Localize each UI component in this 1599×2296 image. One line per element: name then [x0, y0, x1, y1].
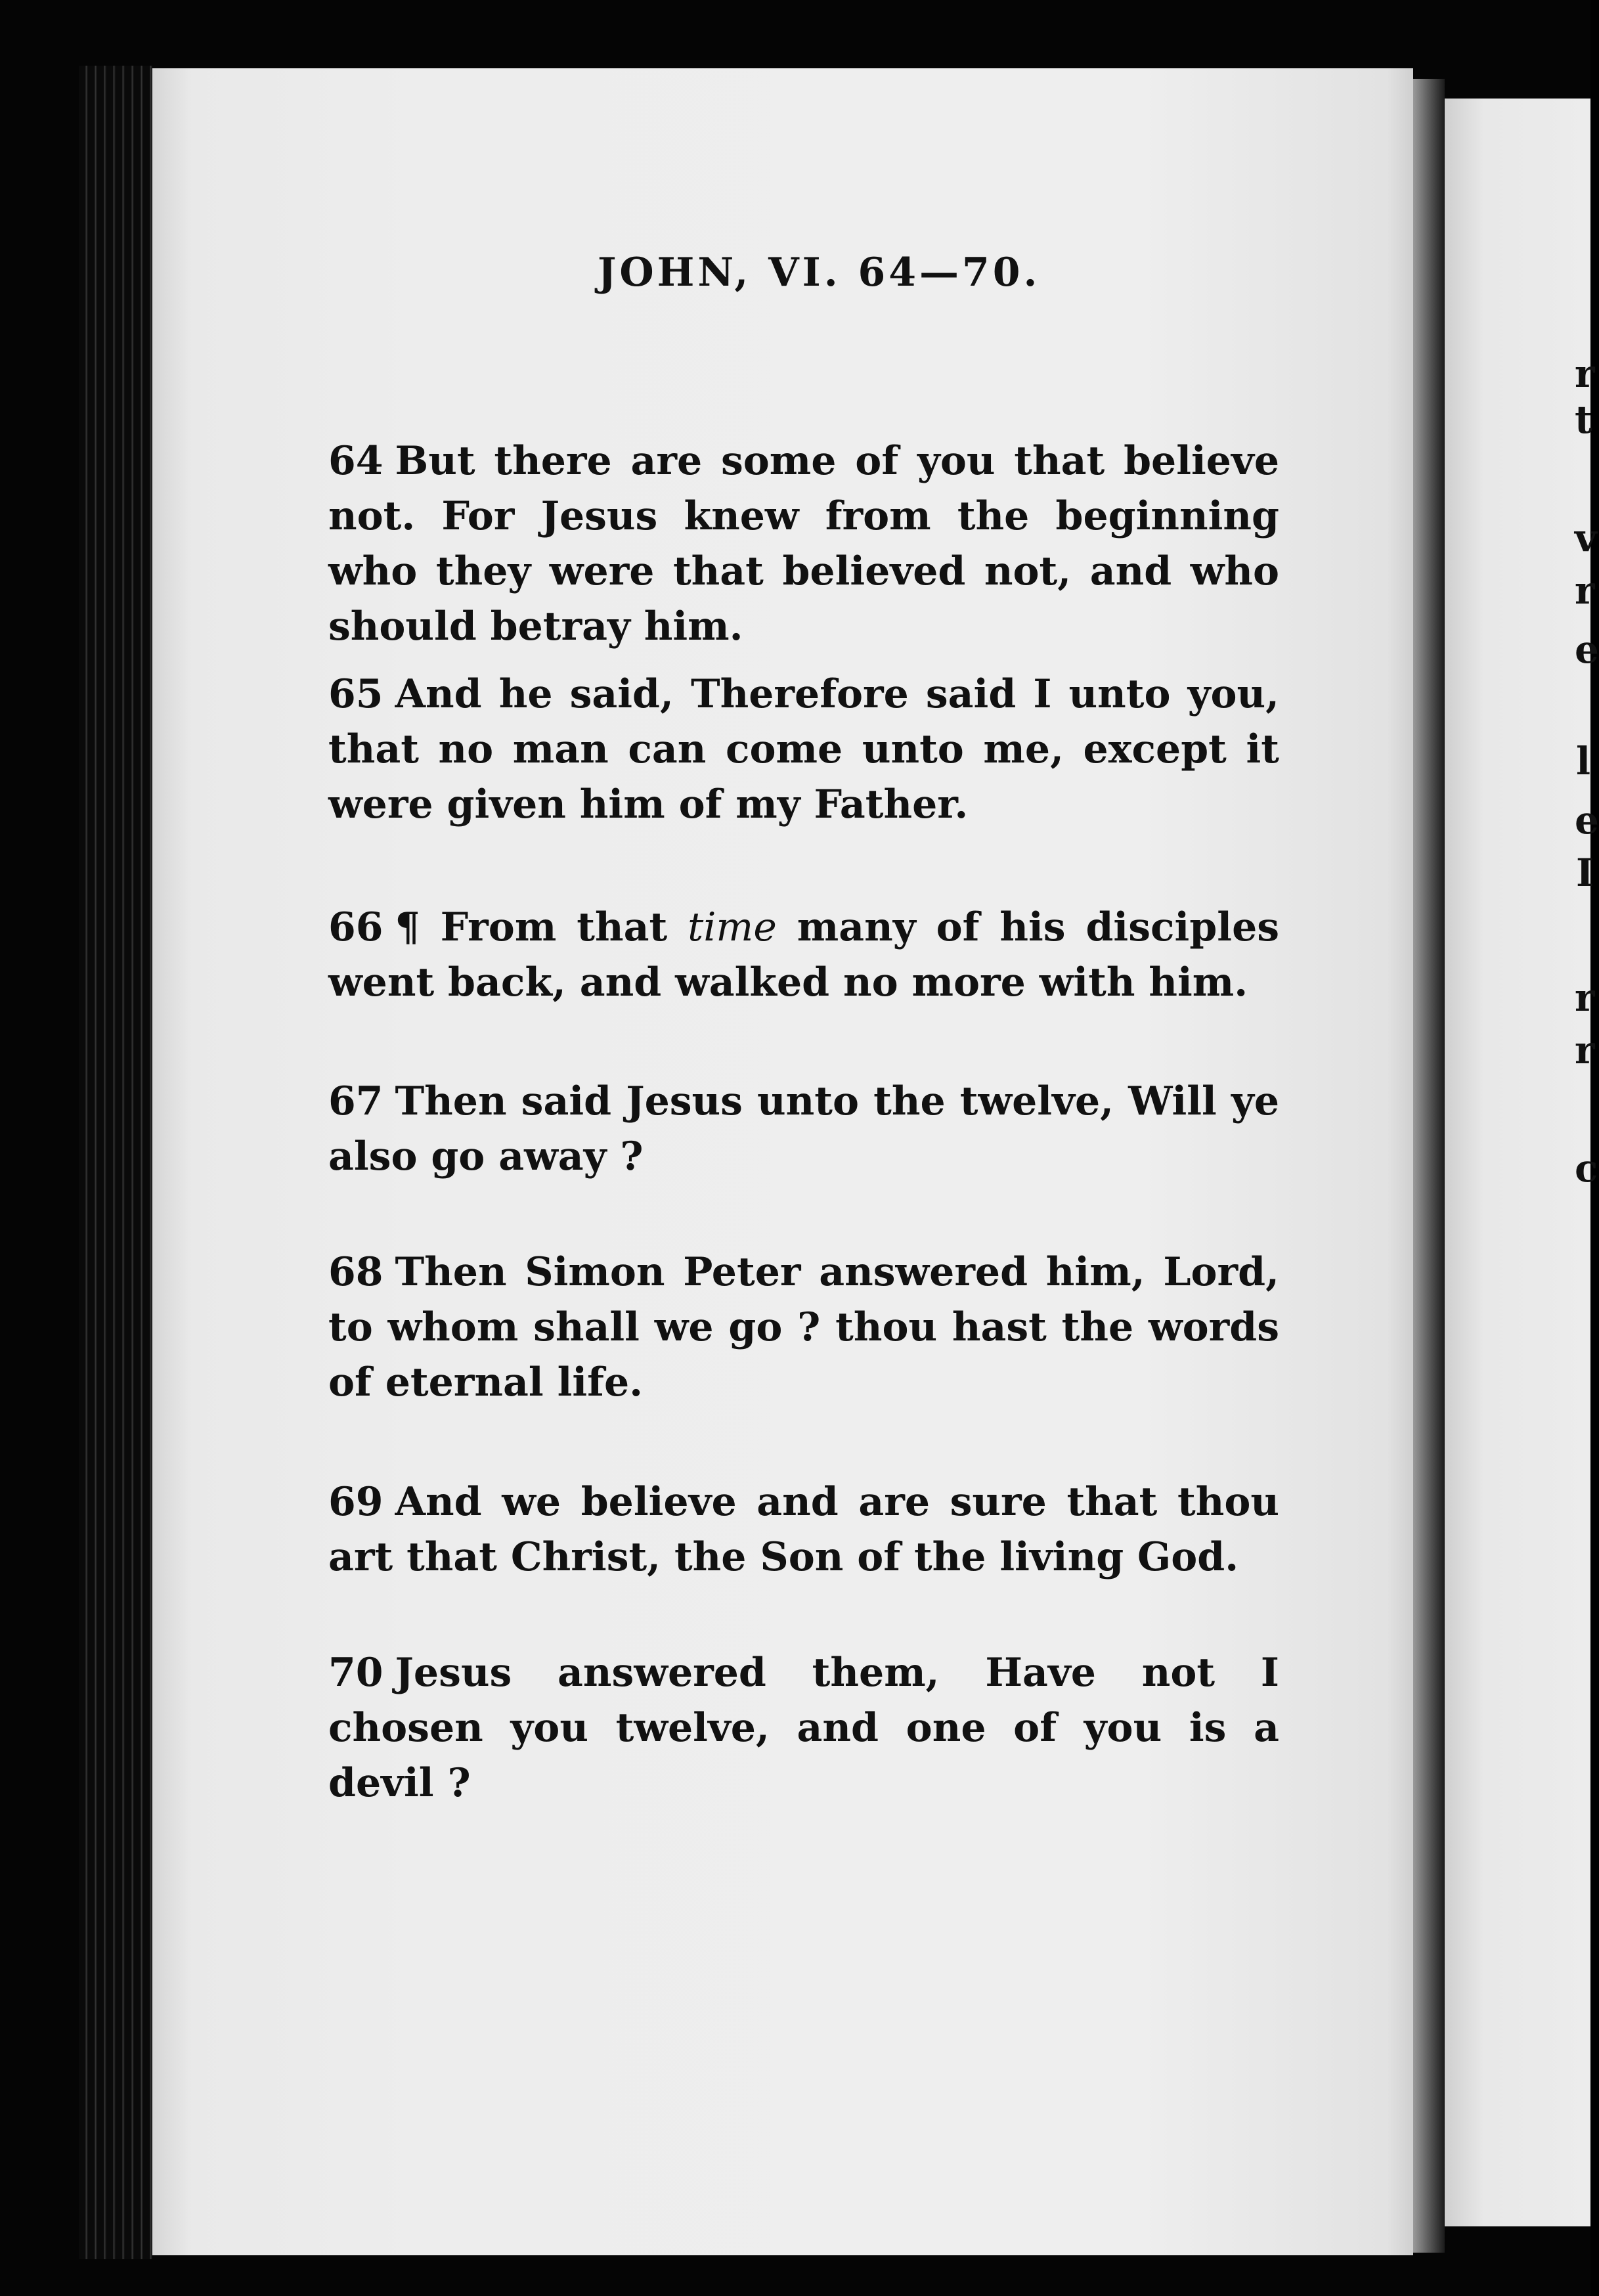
facing-page-fragment: l	[1576, 739, 1591, 784]
verse-70	[328, 1645, 1279, 1811]
facing-page-fragment: r	[1575, 975, 1595, 1020]
facing-page-fragment: r	[1575, 1028, 1595, 1072]
verse-number: 68	[328, 1249, 383, 1295]
facing-page-fragment: I	[1576, 850, 1594, 895]
facing-page-fragment: r	[1575, 568, 1595, 613]
verse-text: many of his disciples went back, and walked no more with him.	[328, 904, 1280, 1005]
show-through-text	[341, 322, 1274, 377]
facing-page	[1445, 99, 1590, 2226]
verse-number: 67	[328, 1078, 383, 1124]
verse-66	[328, 900, 1279, 1010]
verse-number: 70	[328, 1650, 383, 1696]
facing-page-fragment: v	[1575, 516, 1597, 560]
paragraph-mark: ¶	[395, 904, 420, 950]
verse-text: Then Simon Peter answered him, Lord, to whom shall we go ? thou hast the words of eternal life.	[328, 1249, 1279, 1405]
verse-68	[328, 1245, 1279, 1410]
verse-67	[328, 1074, 1279, 1184]
verse-number: 64	[328, 438, 383, 484]
gutter-shadow	[1413, 79, 1445, 2253]
facing-page-fragment: r	[1575, 351, 1595, 396]
verse-65	[328, 667, 1279, 832]
page-edge-left	[79, 66, 152, 2259]
verse-text: And we believe and are sure that thou art that Christ, the Son of the living God.	[328, 1479, 1279, 1580]
verse-text: And he said, Therefore said I unto you, that no man can come unto me, except it were given him of my Father.	[328, 671, 1279, 828]
verse-italic-word: time	[688, 904, 777, 950]
verse-number: 66	[328, 904, 383, 950]
facing-page-fragment: e	[1575, 627, 1599, 672]
verse-number: 69	[328, 1479, 383, 1525]
facing-page-fragment: c	[1575, 1146, 1598, 1191]
facing-page-fragment: t	[1575, 397, 1592, 442]
verse-69	[328, 1474, 1279, 1585]
facing-page-fragment: e	[1575, 798, 1599, 843]
verse-text: But there are some of you that believe not. For Jesus knew from the beginning who they were that believed not, and who should betray him.	[328, 438, 1279, 650]
verse-64	[328, 433, 1279, 654]
verse-text: Jesus answered them, Have not I chosen you twelve, and one of you is a devil ?	[328, 1650, 1279, 1806]
verse-text: From that	[440, 904, 668, 950]
verse-number: 65	[328, 671, 383, 717]
running-header: JOHN, VI. 64—70.	[598, 250, 1041, 296]
verse-text: Then said Jesus unto the twelve, Will ye also go away ?	[328, 1078, 1279, 1180]
